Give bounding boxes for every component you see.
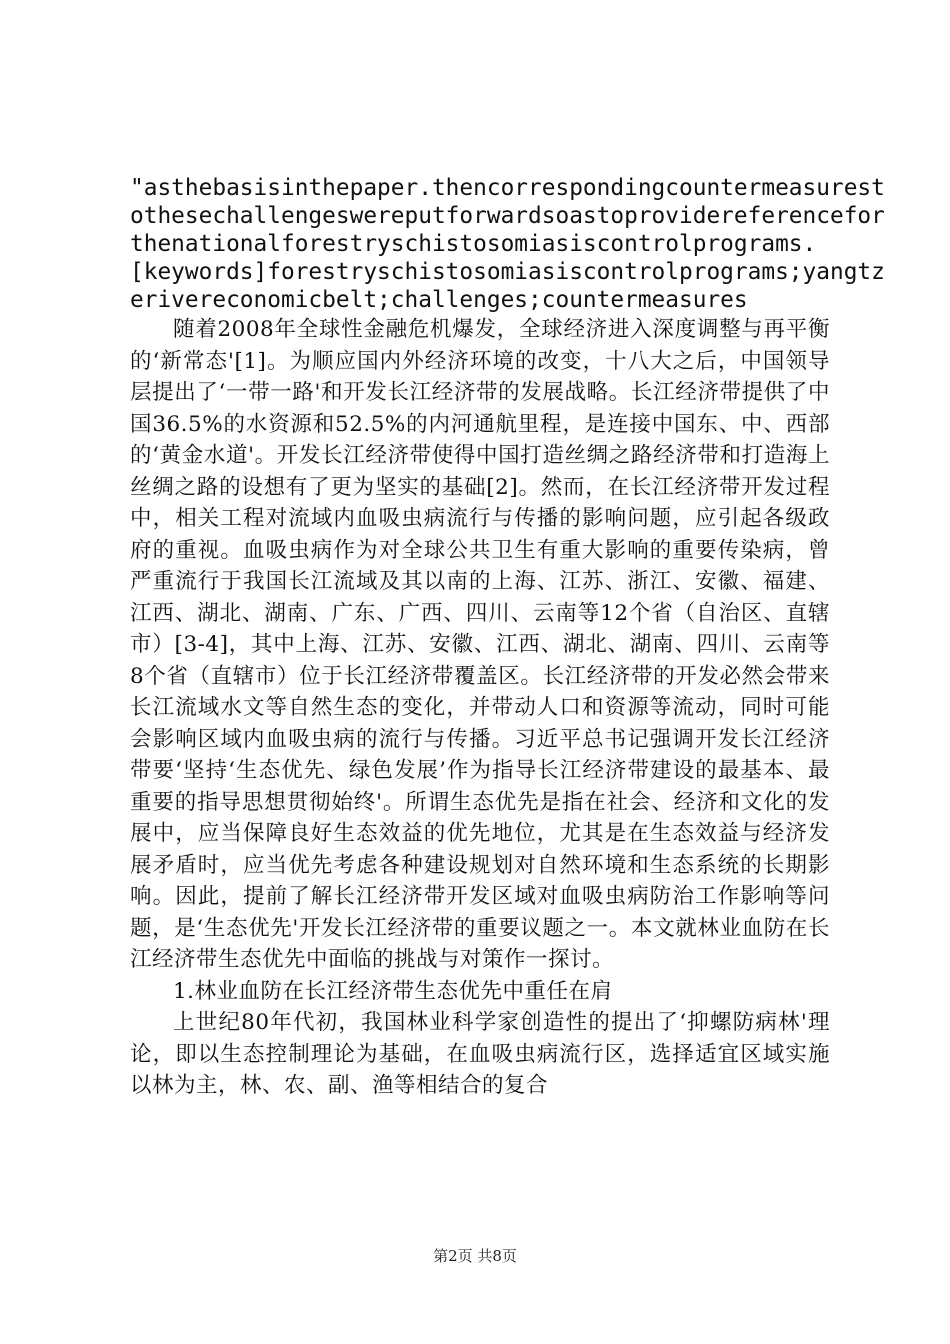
page-footer: 第2页 共8页 (433, 1247, 517, 1265)
keywords-line: erivereconomicbelt;challenges;countermeasures (130, 287, 748, 313)
page-content (130, 174, 885, 1102)
intro-paragraph: 随着2008年全球性金融危机爆发，全球经济进入深度调整与再平衡的‘新常态'[1]。为顺应国内外经济环境的改变，十八大之后，中国领导层提出了‘一带一路'和开发长江经济带的发展战略。长江经济带提供了中国36.5%的水资源和52.5%的内河通航里程，是连接中国东、中、西部的‘黄金水道'。开发长江经济带使得中国打造丝绸之路经济带和打造海上丝绸之路的设想有了更为坚实的基础[2]。然而，在长江经济带开发过程中，相关工程对流域内血吸虫病流行与传播的影响问题，应引起各级政府的重视。血吸虫病作为对全球公共卫生有重大影响的重要传染病，曾严重流行于我国长江流域及其以南的上海、江苏、浙江、安徽、福建、江西、湖北、湖南、广东、广西、四川、云南等12个省（自治区、直辖市）[3-4]，其中上海、江苏、安徽、江西、湖北、湖南、四川、云南等8个省（直辖市）位于长江经济带覆盖区。长江经济带的开发必然会带来长江流域水文等自然生态的变化，并带动人口和资源等流动，同时可能会影响区域内血吸虫病的流行与传播。习近平总书记强调开发长江经济带要‘坚持‘生态优先、绿色发展’作为指导长江经济带建设的最基本、最重要的指导思想贯彻始终'。所谓生态优先是指在社会、经济和文化的发展中，应当保障良好生态效益的优先地位，尤其是在生态效益与经济发展矛盾时，应当优先考虑各种建设规划对自然环境和生态系统的长期影响。因此，提前了解长江经济带开发区域对血吸虫病防治工作影响等问题，是‘生态优先'开发长江经济带的重要议题之一。本文就林业血防在长江经济带生态优先中面临的挑战与对策作一探讨。 (130, 317, 830, 972)
section-paragraph: 上世纪80年代初，我国林业科学家创造性的提出了‘抑螺防病林'理论，即以生态控制理论为基础，在血吸虫病流行区，选择适宜区域实施以林为主，林、农、副、渔等相结合的复合 (130, 1010, 830, 1098)
abstract-line: "asthebasisinthepaper.thencorrespondingcountermeasurest (130, 175, 885, 201)
keywords-line: [keywords]forestryschistosomiasiscontrolprograms;yangtz (130, 259, 885, 285)
abstract-line: thenationalforestryschistosomiasiscontrolprograms. (130, 231, 817, 257)
english-abstract (130, 174, 885, 314)
abstract-line: othesechallengeswereputforwardsoastoprovidereferencefor (130, 203, 885, 229)
section-heading: 1.林业血防在长江经济带生态优先中重任在肩 (173, 978, 613, 1004)
